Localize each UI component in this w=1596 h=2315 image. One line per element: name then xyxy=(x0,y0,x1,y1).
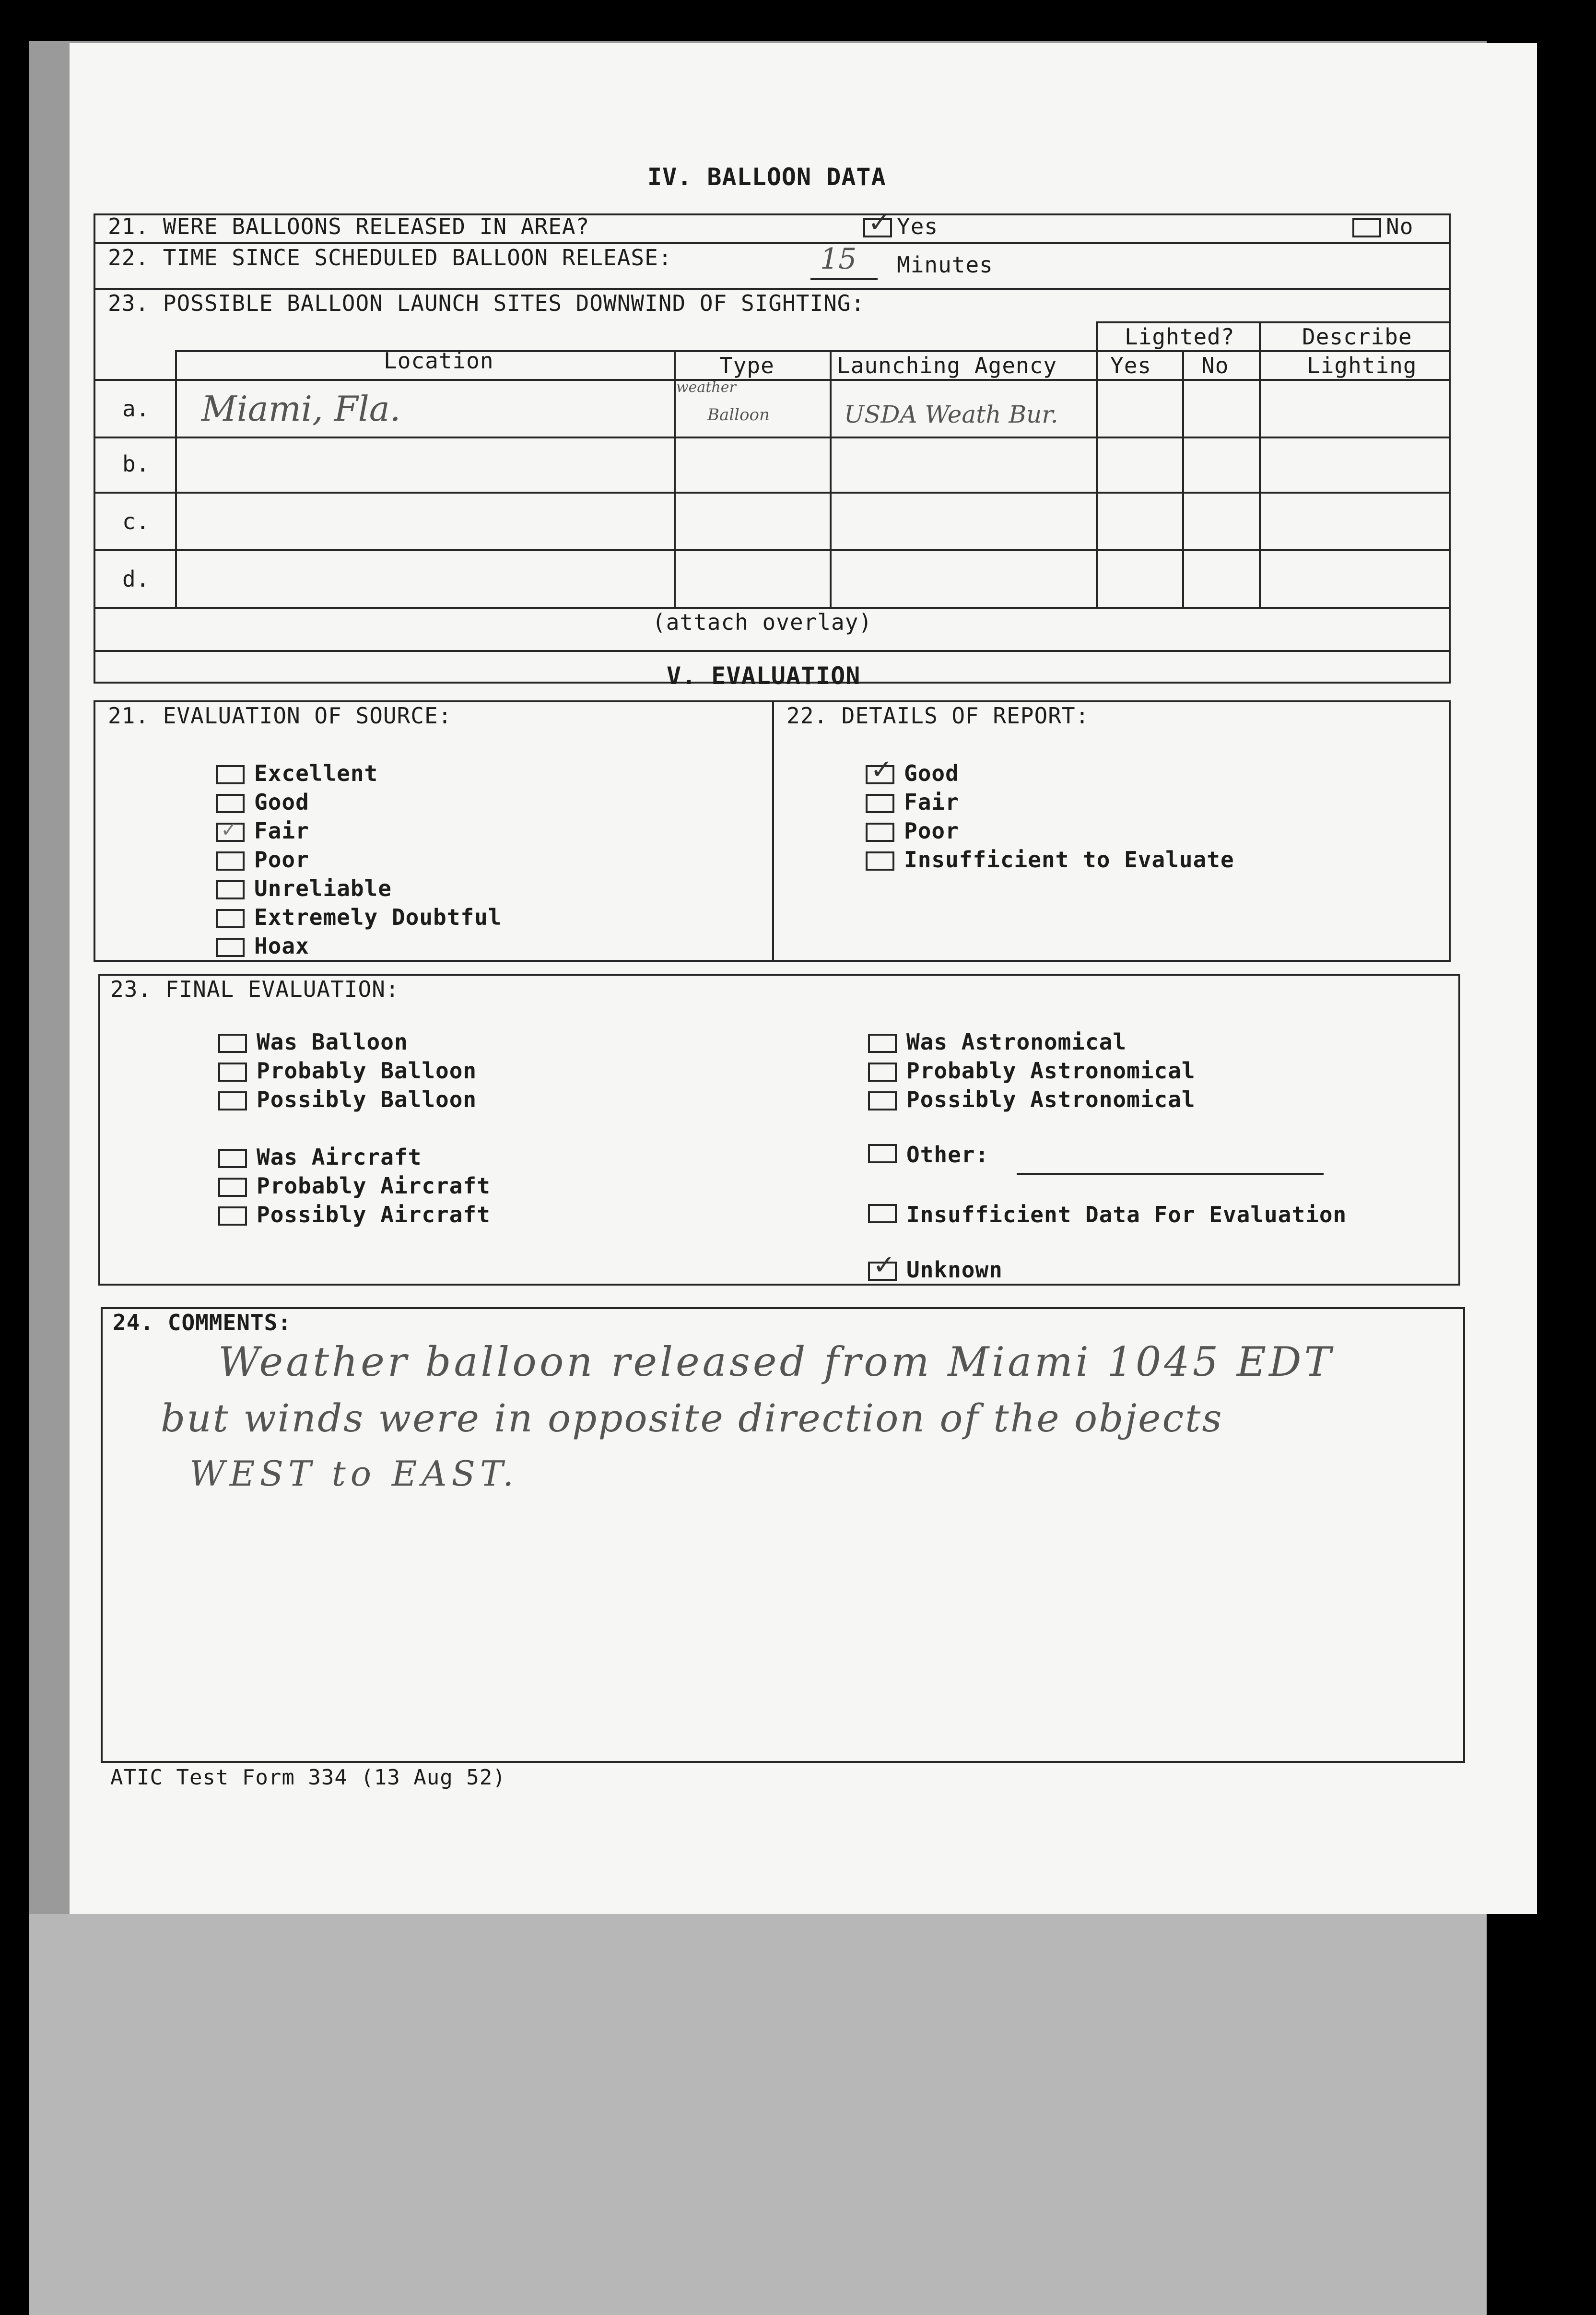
header-type: Type xyxy=(719,353,775,378)
row-a-type-1[interactable]: weather xyxy=(676,379,736,396)
details-poor-checkbox[interactable] xyxy=(866,823,894,842)
details-insufficient-label: Insufficient to Evaluate xyxy=(904,847,1234,873)
final-possibly-astronomical-label: Possibly Astronomical xyxy=(906,1087,1196,1112)
comment-line-1[interactable]: Weather balloon released from Miami 1045 EDT xyxy=(218,1338,1334,1385)
header-no: No xyxy=(1201,353,1229,378)
q22-label: 22. TIME SINCE SCHEDULED BALLOON RELEASE: xyxy=(108,245,672,271)
source-extremely-doubtful-label: Extremely Doubtful xyxy=(254,904,502,930)
divider xyxy=(94,288,1451,290)
form-number: ATIC Test Form 334 (13 Aug 52) xyxy=(110,1765,506,1790)
divider xyxy=(94,549,1451,551)
comment-line-2[interactable]: but winds were in opposite direction of the objects xyxy=(161,1396,1223,1441)
final-was-astronomical-checkbox[interactable] xyxy=(868,1034,897,1053)
details-fair-label: Fair xyxy=(904,789,959,815)
final-probably-astronomical-checkbox[interactable] xyxy=(868,1063,897,1082)
col-line xyxy=(1182,350,1184,607)
row-a-type-2[interactable]: Balloon xyxy=(707,405,770,425)
source-fair-check-mark: ✓ xyxy=(221,818,238,841)
row-a-letter: a. xyxy=(122,396,150,422)
divider xyxy=(94,379,1451,381)
source-poor-checkbox[interactable] xyxy=(216,851,245,871)
q22-unit: Minutes xyxy=(897,252,993,278)
source-good-checkbox[interactable] xyxy=(216,794,245,813)
divider xyxy=(1096,321,1451,323)
q21-no-checkbox[interactable] xyxy=(1352,218,1381,237)
source-excellent-checkbox[interactable] xyxy=(216,765,245,784)
final-probably-aircraft-label: Probably Aircraft xyxy=(257,1173,491,1199)
source-unreliable-label: Unreliable xyxy=(254,875,392,901)
final-probably-balloon-checkbox[interactable] xyxy=(218,1063,247,1082)
comment-line-3[interactable]: WEST to EAST. xyxy=(189,1453,519,1494)
final-was-balloon-label: Was Balloon xyxy=(257,1029,408,1055)
final-probably-balloon-label: Probably Balloon xyxy=(257,1058,477,1084)
final-probably-astronomical-label: Probably Astronomical xyxy=(906,1058,1196,1084)
other-blank-line[interactable] xyxy=(1017,1173,1324,1175)
details-good-check-mark: ✓ xyxy=(870,754,893,785)
row-d-letter: d. xyxy=(122,566,150,592)
final-other-label: Other: xyxy=(906,1142,989,1168)
col-line xyxy=(1259,321,1261,607)
source-good-label: Good xyxy=(254,789,309,815)
q21-yes-label: Yes xyxy=(897,213,939,239)
source-hoax-label: Hoax xyxy=(254,933,309,959)
final-insufficient-data-label: Insufficient Data For Evaluation xyxy=(906,1202,1347,1228)
final-possibly-aircraft-label: Possibly Aircraft xyxy=(257,1202,491,1228)
source-label: 21. EVALUATION OF SOURCE: xyxy=(108,703,452,729)
final-possibly-astronomical-checkbox[interactable] xyxy=(868,1091,897,1110)
details-good-label: Good xyxy=(904,760,959,786)
header-lighted: Lighted? xyxy=(1125,324,1235,350)
header-lighting: Lighting xyxy=(1307,353,1417,378)
source-extremely-doubtful-checkbox[interactable] xyxy=(216,909,245,928)
header-agency: Launching Agency xyxy=(837,353,1057,378)
col-line xyxy=(772,700,774,962)
divider xyxy=(94,650,1451,652)
q22-underline xyxy=(810,278,878,280)
final-possibly-balloon-label: Possibly Balloon xyxy=(257,1087,477,1112)
row-a-agency[interactable]: USDA Weath Bur. xyxy=(844,401,1058,428)
divider xyxy=(94,607,1451,609)
final-was-aircraft-label: Was Aircraft xyxy=(257,1144,422,1170)
final-evaluation-label: 23. FINAL EVALUATION: xyxy=(110,976,399,1002)
final-possibly-aircraft-checkbox[interactable] xyxy=(218,1206,247,1226)
header-yes: Yes xyxy=(1110,353,1152,378)
final-was-balloon-checkbox[interactable] xyxy=(218,1034,247,1053)
final-probably-aircraft-checkbox[interactable] xyxy=(218,1178,247,1197)
header-describe: Describe xyxy=(1302,324,1412,350)
balloon-section-title: IV. BALLOON DATA xyxy=(647,163,886,191)
comments-label: 24. COMMENTS: xyxy=(113,1310,292,1335)
details-fair-checkbox[interactable] xyxy=(866,794,894,813)
source-poor-label: Poor xyxy=(254,847,309,873)
photo-mount-lower xyxy=(29,1914,1487,2315)
col-line xyxy=(830,350,832,607)
evaluation-section-title: V. EVALUATION xyxy=(667,662,861,690)
source-unreliable-checkbox[interactable] xyxy=(216,880,245,899)
details-insufficient-checkbox[interactable] xyxy=(866,851,894,871)
q23-label: 23. POSSIBLE BALLOON LAUNCH SITES DOWNWIND OF SIGHTING: xyxy=(108,290,865,316)
divider xyxy=(94,437,1451,438)
final-other-checkbox[interactable] xyxy=(868,1144,897,1163)
source-hoax-checkbox[interactable] xyxy=(216,938,245,957)
col-line xyxy=(674,350,676,607)
final-insufficient-data-checkbox[interactable] xyxy=(868,1204,897,1223)
q21-label: 21. WERE BALLOONS RELEASED IN AREA? xyxy=(108,213,590,239)
q21-yes-check-mark: ✓ xyxy=(868,207,891,238)
header-location: Location xyxy=(384,348,494,374)
final-was-astronomical-label: Was Astronomical xyxy=(906,1029,1127,1055)
col-line xyxy=(1096,321,1098,607)
source-fair-label: Fair xyxy=(254,818,309,844)
divider xyxy=(94,492,1451,494)
source-excellent-label: Excellent xyxy=(254,760,378,786)
final-possibly-balloon-checkbox[interactable] xyxy=(218,1091,247,1110)
final-unknown-label: Unknown xyxy=(906,1257,1003,1283)
final-evaluation-box xyxy=(98,974,1460,1286)
q22-value[interactable]: 15 xyxy=(820,242,857,276)
details-poor-label: Poor xyxy=(904,818,959,844)
final-was-aircraft-checkbox[interactable] xyxy=(218,1149,247,1168)
row-a-location[interactable]: Miami, Fla. xyxy=(201,389,401,429)
col-line xyxy=(175,350,177,607)
form-page xyxy=(70,43,1537,1914)
row-b-letter: b. xyxy=(122,451,150,477)
row-c-letter: c. xyxy=(122,508,150,534)
final-unknown-check-mark: ✓ xyxy=(873,1250,895,1281)
attach-overlay-note: (attach overlay) xyxy=(652,609,873,635)
q21-no-label: No xyxy=(1386,213,1414,239)
divider xyxy=(94,242,1451,244)
details-label: 22. DETAILS OF REPORT: xyxy=(786,703,1090,729)
